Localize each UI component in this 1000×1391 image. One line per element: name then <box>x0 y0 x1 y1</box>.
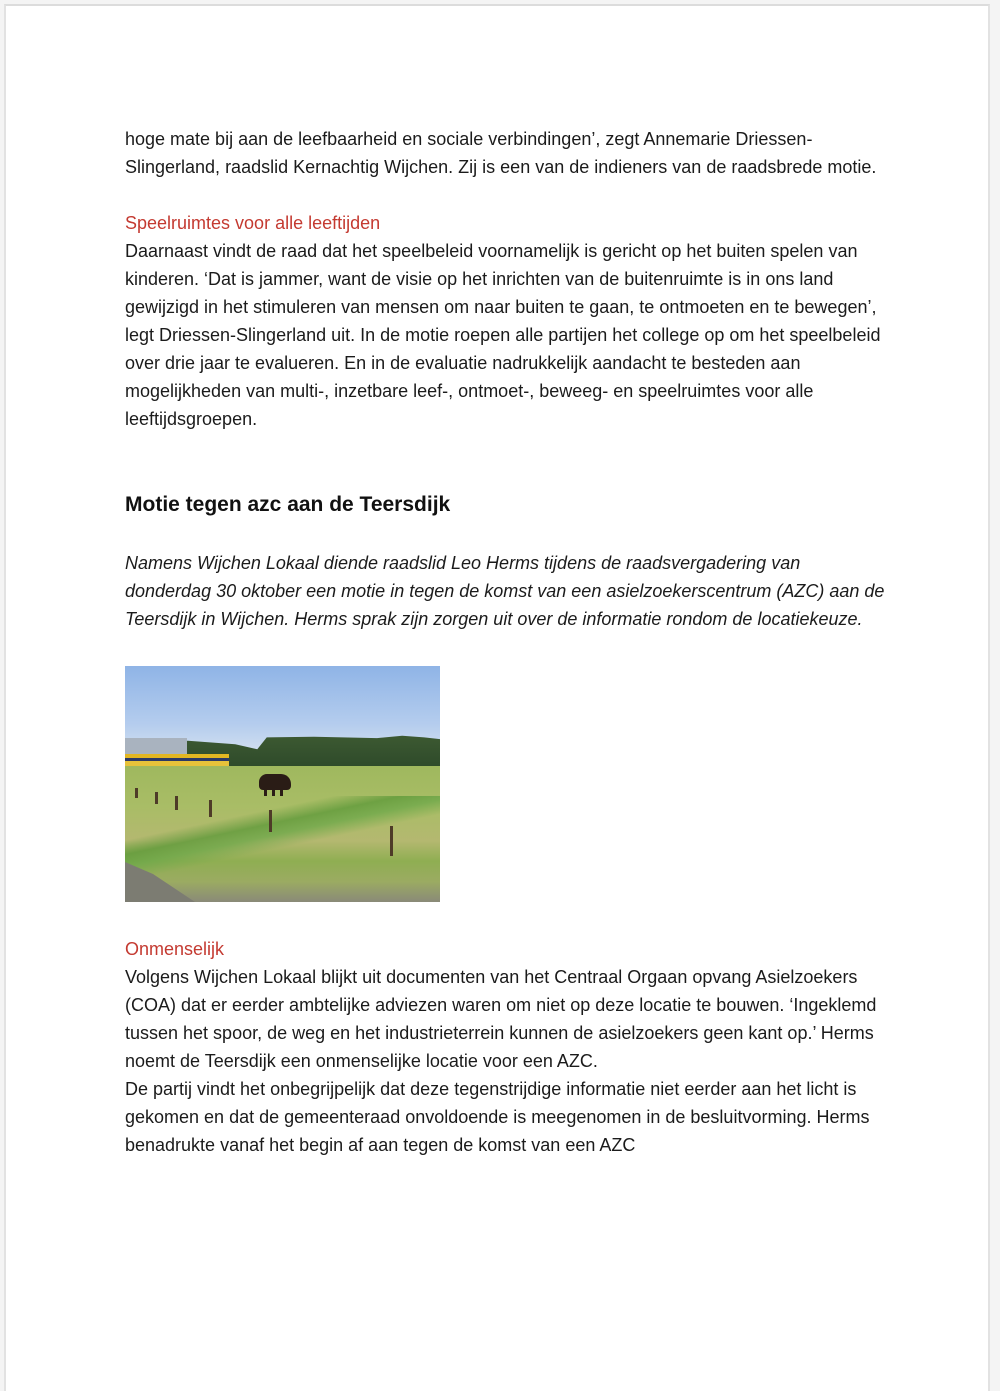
article-photo <box>125 666 440 902</box>
document-page <box>4 4 990 1391</box>
paragraph-onmenselijk-2: De partij vindt het onbegrijpelijk dat deze tegenstrijdige informatie niet eerder aan het licht is gekomen en dat de gemeenteraad onvoldoende is meegenomen in de besluitvorming. Herms benadrukte vanaf het begin af aan tegen de komst van een AZC <box>125 1079 870 1155</box>
fence-post <box>269 810 272 832</box>
paragraph-continuation: hoge mate bij aan de leefbaarheid en sociale verbindingen’, zegt Annemarie Driessen-Slingerland, raadslid Kernachtig Wijchen. Zij is een van de indieners van de raadsbrede motie. <box>125 129 877 177</box>
article-body <box>125 125 885 1159</box>
spacer <box>125 519 885 549</box>
fence-post <box>209 800 212 817</box>
fence-post <box>390 826 393 856</box>
intro-paragraph: Namens Wijchen Lokaal diende raadslid Leo Herms tijdens de raadsvergadering van donderdag 30 oktober een motie in tegen de komst van een asielzoekerscentrum (AZC) aan de Teersdijk in Wijchen. Herms sprak zijn zorgen uit over de informatie rondom de locatiekeuze. <box>125 553 885 629</box>
paragraph-onmenselijk-1: Volgens Wijchen Lokaal blijkt uit documenten van het Centraal Orgaan opvang Asielzoekers (COA) dat er eerder ambtelijke adviezen waren om niet op deze locatie te bouwen. ‘Ingeklemd tussen het spoor, de weg en het industrieterrein kunnen de asielzoekers geen kant op.’ Herms noemt de Teersdijk een onmenselijke locatie voor een AZC. <box>125 967 877 1071</box>
photo-horse <box>259 774 291 790</box>
paragraph-speelruimtes: Daarnaast vindt de raad dat het speelbeleid voornamelijk is gericht op het buiten spelen van kinderen. ‘Dat is jammer, want de visie op het inrichten van de buitenruimte is in ons land gewijzigd in het stimuleren van mensen om naar buiten te gaan, te ontmoeten en te bewegen’, legt Driessen-Slingerland uit. In de motie roepen alle partijen het college op om het speelbeleid over drie jaar te evalueren. En in de evaluatie nadrukkelijk aandacht te besteden aan mogelijkheden van multi-, inzetbare leef-, ontmoet-, beweeg- en speelruimtes voor alle leeftijdsgroepen. <box>125 241 881 429</box>
spacer <box>125 181 885 209</box>
spacer <box>125 902 885 935</box>
subheading-speelruimtes: Speelruimtes voor alle leeftijden <box>125 213 381 233</box>
spacer <box>125 433 885 491</box>
fence-post <box>175 796 178 810</box>
spacer <box>125 633 885 666</box>
fence-post <box>155 792 158 804</box>
section-title: Motie tegen azc aan de Teersdijk <box>125 493 451 516</box>
fence-post <box>135 788 138 798</box>
subheading-onmenselijk: Onmenselijk <box>125 939 225 959</box>
